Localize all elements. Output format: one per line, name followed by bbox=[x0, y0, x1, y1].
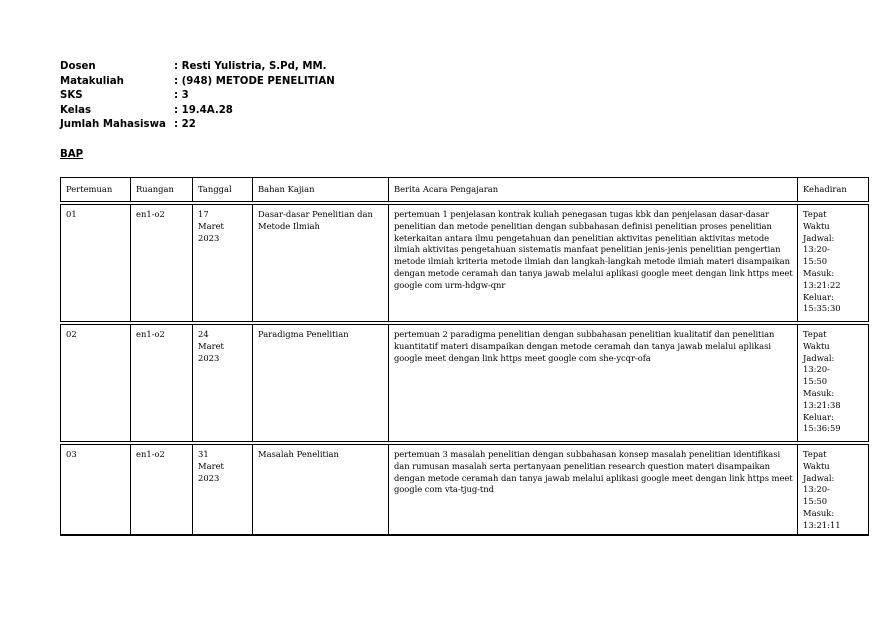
kehadiran-line: 15:36:59 bbox=[803, 423, 841, 434]
tanggal-year: 2023 bbox=[198, 232, 220, 243]
tanggal-year: 2023 bbox=[198, 472, 220, 483]
cell-pertemuan: 03 bbox=[61, 443, 131, 535]
kehadiran-line: Jadwal: bbox=[803, 232, 835, 243]
cell-berita-acara: pertemuan 3 masalah penelitian dengan subbahasan konsep masalah penelitian identifikasi dan rumusan masalah serta pertanyaan penelitian research question materi disampaikan dengan metode ceramah dan tanya jawab melalui aplikasi google meet dengan link https meet google com vta-tjug-tnd bbox=[389, 443, 798, 535]
cell-bahan-kajian: Masalah Penelitian bbox=[253, 443, 389, 535]
info-label: Dosen bbox=[60, 61, 96, 72]
cell-kehadiran bbox=[798, 203, 869, 323]
tanggal-month: Maret bbox=[198, 460, 224, 471]
cell-ruangan: en1-o2 bbox=[131, 203, 193, 323]
info-row-dosen bbox=[60, 60, 335, 75]
kehadiran-line: Jadwal: bbox=[803, 472, 835, 483]
header-tanggal: Tanggal bbox=[193, 178, 253, 204]
kehadiran-line: 15:50 bbox=[803, 376, 828, 387]
header-kehadiran: Kehadiran bbox=[798, 178, 869, 204]
kehadiran-line: 13:20- bbox=[803, 244, 830, 255]
info-label: Kelas bbox=[60, 104, 92, 116]
cell-berita-acara: pertemuan 2 paradigma penelitian dengan subbahasan penelitian kualitatif dan penelitian kuantitatif materi disampaikan dengan metode ceramah dan tanya jawab melalui aplikasi google meet dengan link https meet google com she-ycqr-ofa bbox=[389, 323, 798, 443]
bap-table bbox=[60, 177, 869, 536]
kehadiran-line: 13:21:22 bbox=[803, 279, 841, 290]
kehadiran-line: Tepat bbox=[803, 329, 827, 339]
info-value: : 19.4A.28 bbox=[174, 104, 233, 116]
info-value: : Resti Yulistria, S.Pd, MM. bbox=[174, 61, 327, 72]
cell-berita-acara: pertemuan 1 penjelasan kontrak kuliah penegasan tugas kbk dan penjelasan dasar-dasar penelitian dan metode penelitian dengan subbahasan definisi penelitian proses penelitian keterkaitan antara ilmu pengetahuan dan penelitian aktivitas penelitian aktivitas metode ilmiah aktivitas pengetahuan sistematis manfaat penelitian jenis-jenis penelitian pengertian metode ilmiah kriteria metode ilmiah dan langkah-langkah metode ilmiah materi disampaikan dengan metode ceramah dan tanya jawab melalui aplikasi google meet dengan link https meet google com urm-hdgw-qnr bbox=[389, 203, 798, 323]
info-row-jumlah-mahasiswa bbox=[60, 118, 335, 133]
info-value: : (948) METODE PENELITIAN bbox=[174, 75, 335, 87]
kehadiran-line: 13:20- bbox=[803, 484, 830, 495]
kehadiran-line: Keluar: bbox=[803, 291, 834, 302]
cell-kehadiran bbox=[798, 323, 869, 443]
kehadiran-line: 15:35:30 bbox=[803, 303, 841, 314]
kehadiran-line: Tepat bbox=[803, 209, 827, 219]
tanggal-day: 24 bbox=[198, 329, 209, 339]
section-title-bap: BAP bbox=[60, 149, 84, 160]
cell-bahan-kajian: Dasar-dasar Penelitian dan Metode Ilmiah bbox=[253, 203, 389, 323]
cell-ruangan: en1-o2 bbox=[131, 443, 193, 535]
kehadiran-line: Tepat bbox=[803, 449, 827, 459]
tanggal-month: Maret bbox=[198, 340, 224, 351]
header-ruangan: Ruangan bbox=[131, 178, 193, 204]
kehadiran-line: Waktu bbox=[803, 460, 830, 471]
kehadiran-line: Masuk: bbox=[803, 267, 835, 278]
cell-tanggal bbox=[193, 323, 253, 443]
cell-bahan-kajian: Paradigma Penelitian bbox=[253, 323, 389, 443]
info-row-kelas bbox=[60, 104, 335, 119]
cell-pertemuan: 01 bbox=[61, 203, 131, 323]
cell-pertemuan: 02 bbox=[61, 323, 131, 443]
info-label: Matakuliah bbox=[60, 75, 124, 87]
kehadiran-line: Masuk: bbox=[803, 387, 835, 398]
tanggal-day: 17 bbox=[198, 209, 209, 219]
kehadiran-line: Waktu bbox=[803, 340, 830, 351]
table-row bbox=[61, 203, 869, 323]
kehadiran-line: 13:21:11 bbox=[803, 519, 841, 530]
info-value: : 22 bbox=[174, 119, 196, 130]
info-row-sks bbox=[60, 89, 335, 104]
tanggal-month: Maret bbox=[198, 220, 224, 231]
kehadiran-line: Masuk: bbox=[803, 507, 835, 518]
info-label: Jumlah Mahasiswa bbox=[60, 119, 166, 130]
cell-ruangan: en1-o2 bbox=[131, 323, 193, 443]
info-value: : 3 bbox=[174, 90, 189, 101]
kehadiran-line: 15:50 bbox=[803, 256, 828, 267]
cell-tanggal bbox=[193, 203, 253, 323]
kehadiran-line: 15:50 bbox=[803, 496, 828, 507]
table-header-row bbox=[61, 178, 869, 204]
tanggal-day: 31 bbox=[198, 449, 209, 459]
info-label: SKS bbox=[60, 90, 83, 101]
cell-kehadiran bbox=[798, 443, 869, 535]
cell-tanggal bbox=[193, 443, 253, 535]
header-bahan-kajian: Bahan Kajian bbox=[253, 178, 389, 204]
table-row bbox=[61, 443, 869, 535]
course-info bbox=[60, 60, 335, 133]
kehadiran-line: Waktu bbox=[803, 220, 830, 231]
header-pertemuan: Pertemuan bbox=[61, 178, 131, 204]
kehadiran-line: 13:21:38 bbox=[803, 399, 841, 410]
kehadiran-line: 13:20- bbox=[803, 364, 830, 375]
kehadiran-line: Keluar: bbox=[803, 411, 834, 422]
table-row bbox=[61, 323, 869, 443]
header-berita-acara: Berita Acara Pengajaran bbox=[389, 178, 798, 204]
tanggal-year: 2023 bbox=[198, 352, 220, 363]
kehadiran-line: Jadwal: bbox=[803, 352, 835, 363]
info-row-matakuliah bbox=[60, 75, 335, 90]
